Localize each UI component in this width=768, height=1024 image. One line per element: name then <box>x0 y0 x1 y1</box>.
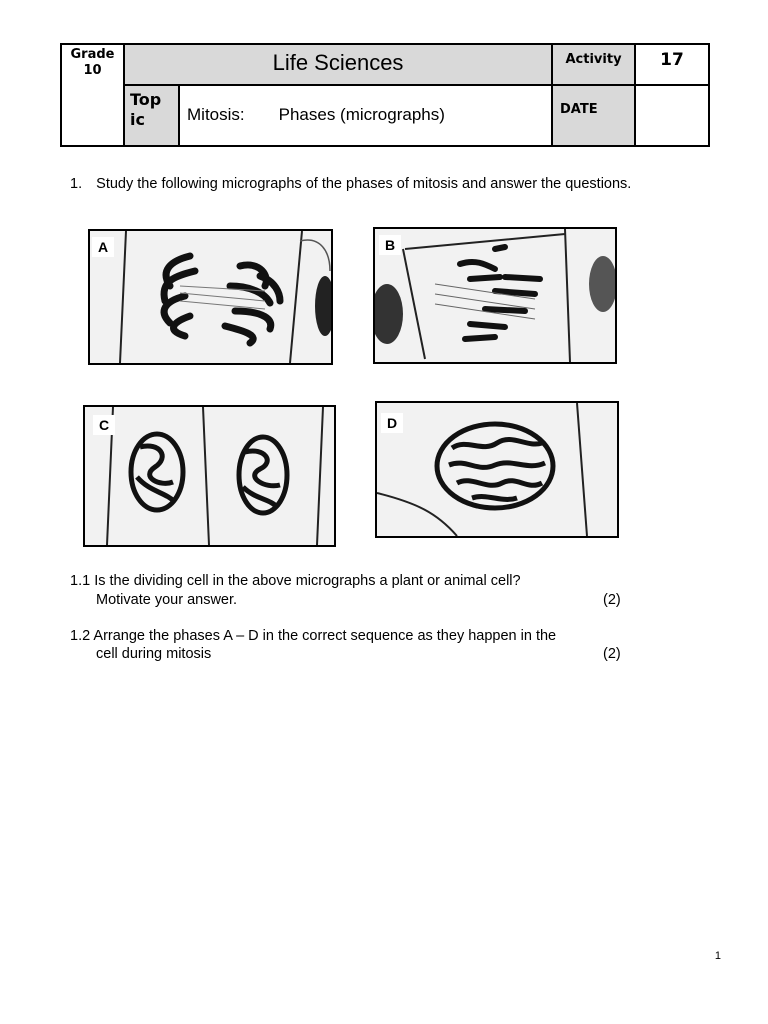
micrograph-c <box>83 405 336 547</box>
micrograph-b <box>373 227 617 364</box>
header-table <box>60 43 710 147</box>
date-label: DATE <box>552 85 635 146</box>
micrograph-label: C <box>93 415 115 435</box>
question-1-2-marks: (2) <box>603 646 621 662</box>
grade-label: Grade <box>70 47 115 62</box>
subject-title: Life Sciences <box>124 44 552 85</box>
instruction-text: Study the following micrographs of the phases of mitosis and answer the questions. <box>96 176 632 192</box>
question-1-2-line2: cell during mitosis <box>96 646 212 662</box>
question-1-1-line2: Motivate your answer. <box>96 592 238 608</box>
date-value[interactable] <box>635 85 709 146</box>
topic-main: Mitosis: <box>187 105 245 124</box>
micrograph-telophase-icon <box>85 407 334 545</box>
topic-sub: Phases (micrographs) <box>278 105 445 124</box>
page-number: 1 <box>714 950 721 962</box>
micrograph-label: D <box>381 413 403 433</box>
micrograph-prophase-icon <box>377 403 617 536</box>
question-line1: Arrange the phases A – D in the correct sequence as they happen in the <box>93 628 557 644</box>
topic-label: Top ic <box>124 85 179 146</box>
question-number: 1.1 <box>70 573 91 589</box>
micrograph-label: A <box>92 237 114 257</box>
question-1-1 <box>70 572 521 590</box>
micrograph-anaphase-icon <box>375 229 615 362</box>
grade-cell <box>61 44 124 146</box>
activity-label: Activity <box>552 44 635 85</box>
instruction <box>70 175 631 193</box>
instruction-number: 1. <box>70 176 83 192</box>
micrograph-d <box>375 401 619 538</box>
question-line1: Is the dividing cell in the above micrographs a plant or animal cell? <box>94 573 521 589</box>
question-1-2 <box>70 627 556 645</box>
micrograph-a <box>88 229 333 365</box>
grade-value: 10 <box>83 63 102 78</box>
micrograph-label: B <box>379 235 401 255</box>
question-1-1-marks: (2) <box>603 592 621 608</box>
activity-number: 17 <box>635 44 709 85</box>
micrograph-metaphase-icon <box>90 231 331 363</box>
topic-value <box>179 85 552 146</box>
question-number: 1.2 <box>70 628 91 644</box>
